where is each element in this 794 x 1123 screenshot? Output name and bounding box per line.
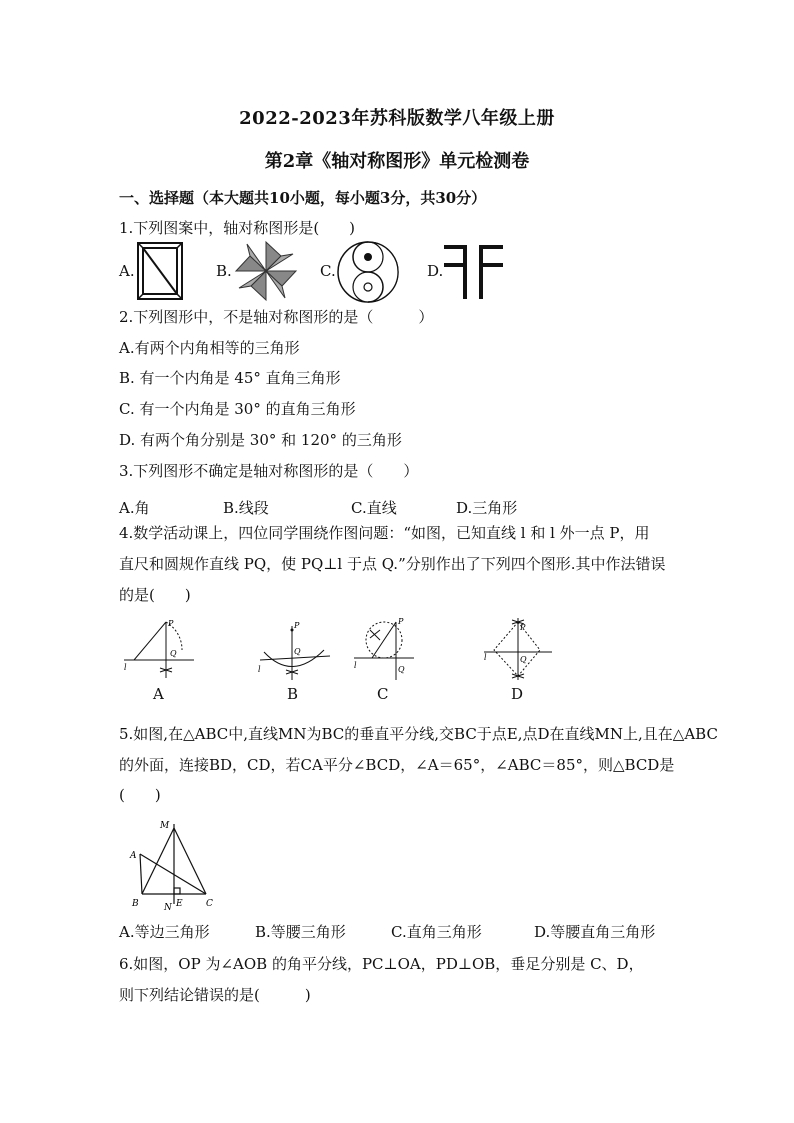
q4-figure-a [120, 616, 198, 682]
q1-figure-c-yinyang-icon [336, 240, 400, 304]
document-subtitle: 第2章《轴对称图形》单元检测卷 [264, 151, 530, 172]
q4b-point-p: P [294, 621, 300, 630]
q2-option-a: A.有两个内角相等的三角形 [119, 339, 300, 357]
q5-stem-line-1: 5.如图,在△ABC中,直线MN为BC的垂直平分线,交BC于点E,点D在直线MN上,且在△ABC [119, 725, 718, 743]
q4b-line-l: l [258, 665, 261, 674]
q4-figure-c-label: C [377, 685, 389, 703]
q4-stem-line-1: 4.数学活动课上，四位同学围绕作图问题：“如图，已知直线 l 和 l 外一点 P，用 [119, 524, 650, 542]
q3-option-a: A.角 [119, 499, 150, 517]
q2-option-c: C. 有一个内角是 30° 的直角三角形 [119, 400, 356, 418]
q5-option-b: B.等腰三角形 [255, 923, 346, 941]
q4-figure-b [254, 616, 334, 682]
q5-point-e: E [176, 899, 183, 909]
q1-figure-b-pinwheel-icon [233, 240, 299, 302]
q4d-point-q: Q [520, 655, 527, 664]
q4b-point-q: Q [294, 647, 301, 656]
section-heading: 一、选择题（本大题共10小题，每小题3分，共30分） [119, 189, 487, 207]
q3-stem: 3.下列图形不确定是轴对称图形的是（ ） [119, 462, 419, 480]
q5-point-b: B [132, 899, 139, 909]
q1-option-d-label: D. [427, 262, 444, 280]
document-title: 2022-2023年苏科版数学八年级上册 [239, 108, 555, 129]
q4-figure-a-label: A [153, 685, 164, 703]
q4-figure-d [480, 614, 556, 682]
q1-figure-d-glyph-icon [443, 243, 505, 299]
q5-option-c: C.直角三角形 [391, 923, 482, 941]
q5-point-n: N [164, 903, 172, 910]
q4d-point-p: P [520, 623, 526, 632]
q2-option-b: B. 有一个内角是 45° 直角三角形 [119, 369, 341, 387]
q4a-point-p: P [168, 619, 174, 628]
q5-stem-line-3: ( ) [119, 786, 161, 804]
q3-option-c: C.直线 [351, 499, 397, 517]
q1-option-b-label: B. [216, 262, 232, 280]
q5-point-m: M [160, 821, 170, 831]
q3-option-b: B.线段 [223, 499, 269, 517]
q3-option-d: D.三角形 [456, 499, 518, 517]
q4-figure-d-label: D [511, 685, 524, 703]
q1-option-a-label: A. [119, 262, 135, 280]
q4-stem-line-2: 直尺和圆规作直线 PQ，使 PQ⊥l 于点 Q.”分别作出了下列四个图形.其中作法错误 [119, 555, 666, 573]
q4c-point-q: Q [398, 665, 405, 674]
q4-stem-line-3: 的是( ) [119, 586, 191, 604]
q1-stem: 1.下列图案中，轴对称图形是( ) [119, 219, 356, 237]
q5-option-a: A.等边三角形 [119, 923, 210, 941]
q6-stem-line-1: 6.如图，OP 为∠AOB 的角平分线，PC⊥OA，PD⊥OB，垂足分别是 C、D， [119, 955, 644, 973]
q5-point-c: C [206, 899, 213, 909]
q1-figure-a-frame-icon [136, 241, 184, 301]
q5-point-a: A [130, 851, 137, 861]
q4-figure-c [352, 614, 418, 682]
q1-option-c-label: C. [320, 262, 336, 280]
q2-option-d: D. 有两个角分别是 30° 和 120° 的三角形 [119, 431, 402, 449]
q5-option-d: D.等腰直角三角形 [534, 923, 656, 941]
q6-stem-line-2: 则下列结论错误的是( ) [119, 986, 311, 1004]
q4d-line-l: l [484, 653, 487, 662]
q4c-point-p: P [398, 617, 404, 626]
q4c-line-l: l [354, 661, 357, 670]
q5-stem-line-2: 的外面，连接BD，CD，若CA平分∠BCD，∠A＝65°，∠ABC＝85°，则△BCD是 [119, 756, 675, 774]
q2-stem: 2.下列图形中，不是轴对称图形的是（ ） [119, 308, 434, 326]
q4-figure-b-label: B [287, 685, 299, 703]
q5-triangle-figure [126, 814, 216, 910]
q4a-point-q: Q [170, 649, 177, 658]
q4a-line-l: l [124, 663, 127, 672]
